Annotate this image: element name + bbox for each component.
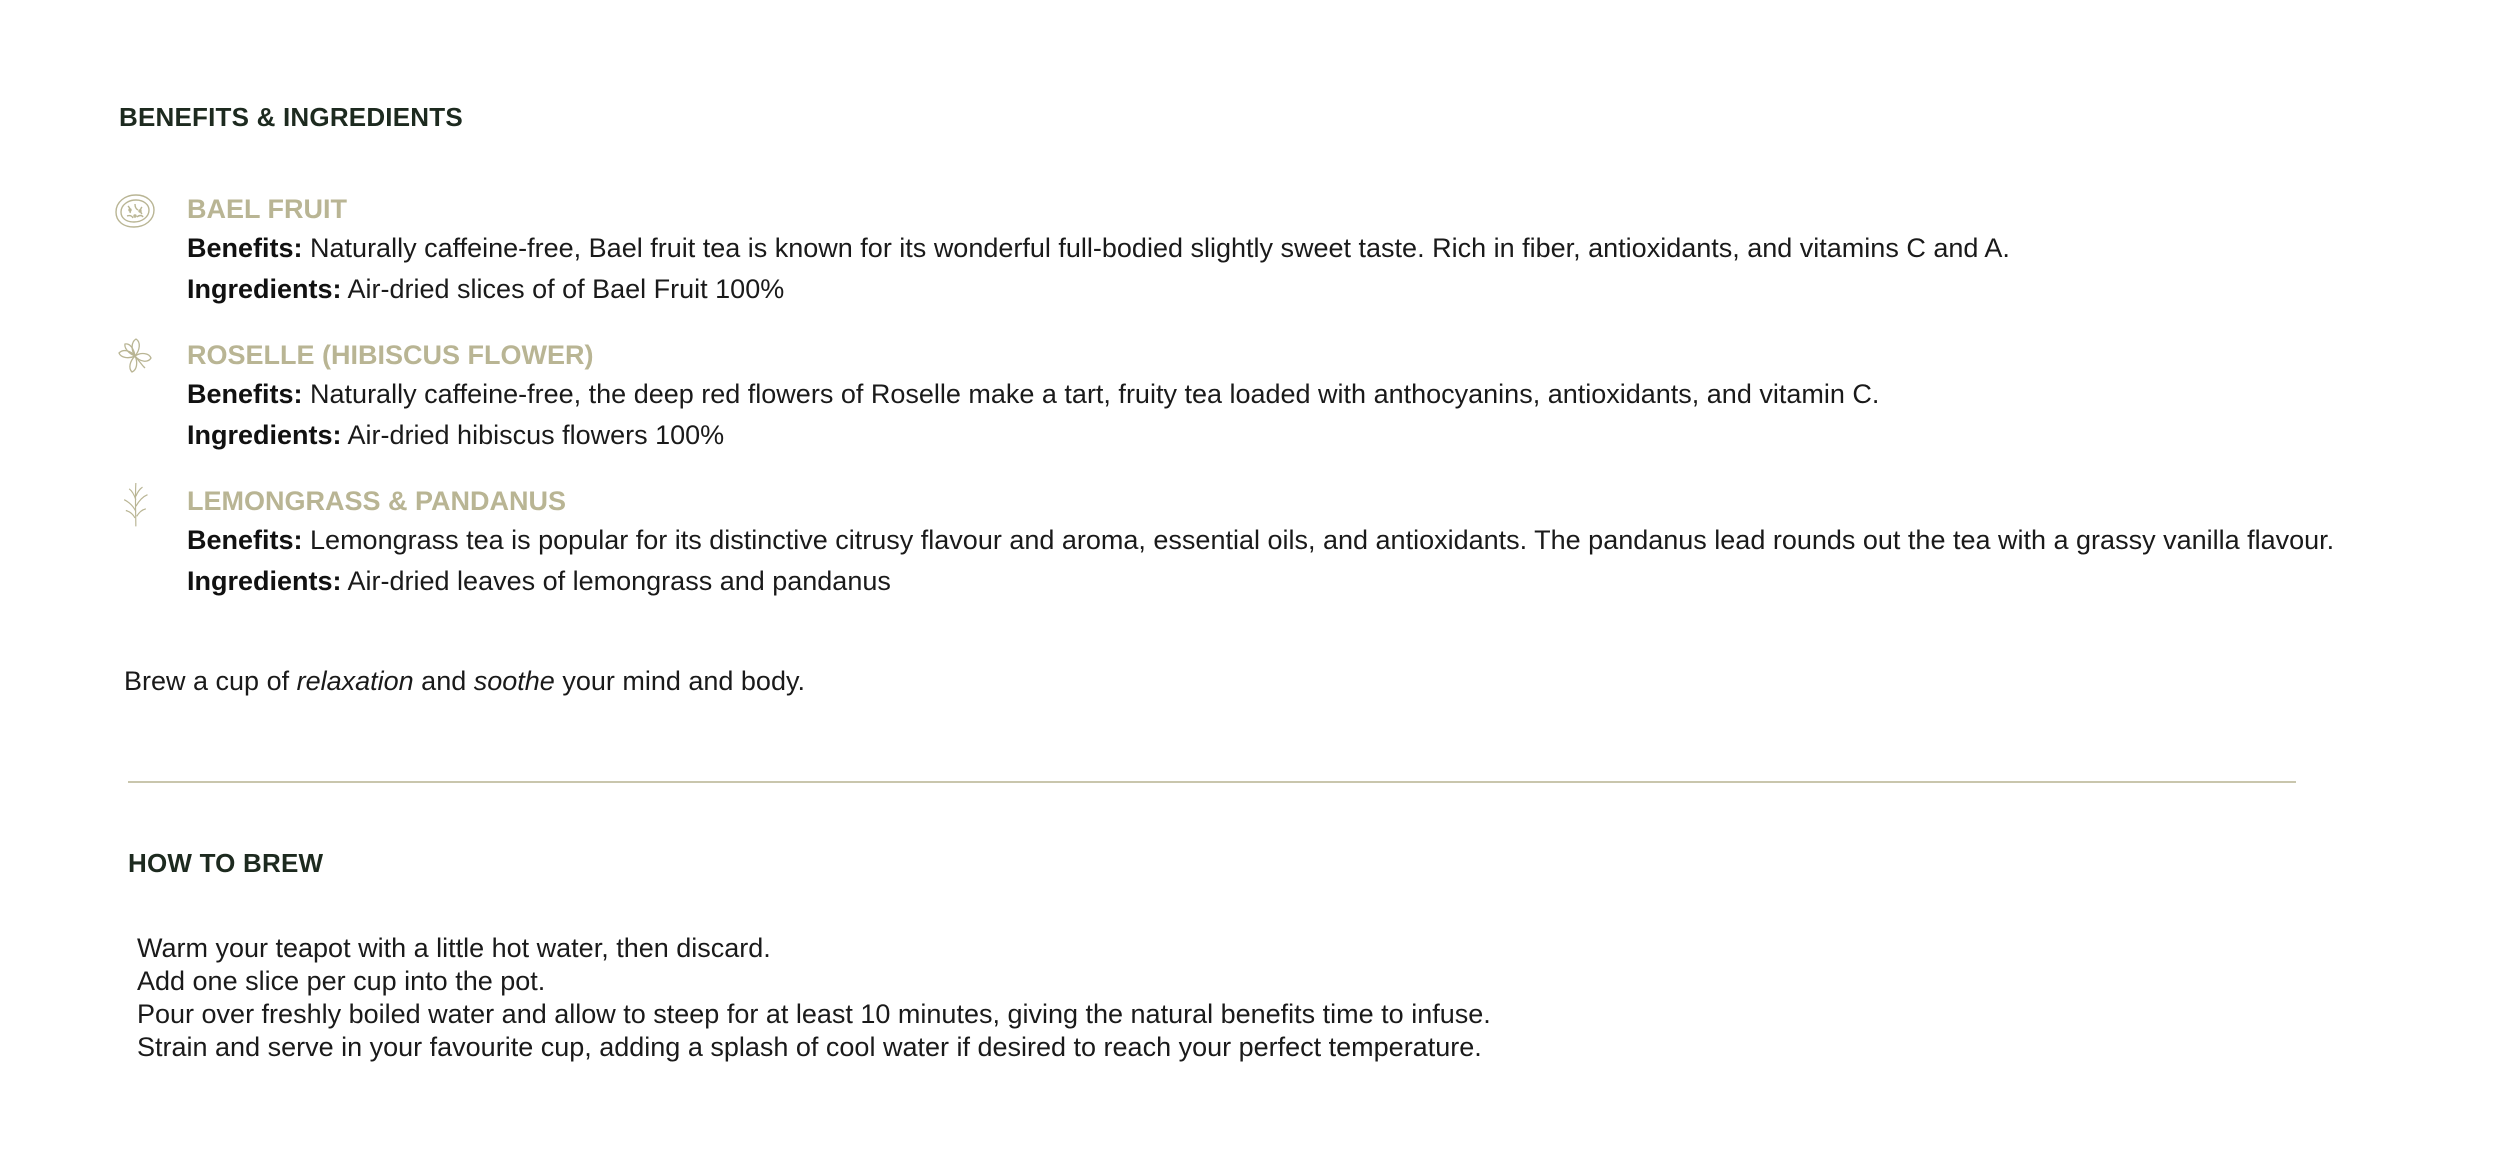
ingredients-text: Air-dried leaves of lemongrass and pandanus — [347, 566, 891, 596]
ingredients-label: Ingredients: — [187, 420, 342, 450]
how-to-brew-heading: HOW TO BREW — [128, 848, 324, 878]
ingredients-label: Ingredients: — [187, 274, 342, 304]
bael-fruit-icon — [110, 186, 160, 236]
ingredient-name: BAEL FRUIT — [187, 194, 347, 224]
benefits-text: Lemongrass tea is popular for its distinctive citrusy flavour and aroma, essential oils, and antioxidants. The pandanus lead rounds out the tea with a grassy vanilla flavour. — [310, 525, 2335, 555]
ingredients-label: Ingredients: — [187, 566, 342, 596]
section-divider — [128, 781, 2296, 783]
ingredients-line — [187, 269, 2010, 310]
benefits-label: Benefits: — [187, 379, 303, 409]
ingredients-line — [187, 415, 1879, 456]
tagline-emphasis-soothe: soothe — [473, 666, 555, 696]
tagline-text: your mind and body. — [554, 666, 805, 696]
benefits-line — [187, 374, 1879, 415]
brew-step: Add one slice per cup into the pot. — [137, 966, 546, 996]
ingredients-text: Air-dried slices of of Bael Fruit 100% — [347, 274, 785, 304]
ingredients-text: Air-dried hibiscus flowers 100% — [347, 420, 725, 450]
lemongrass-icon — [110, 478, 160, 528]
tagline-text: Brew a cup of — [124, 666, 297, 696]
ingredients-line — [187, 561, 2334, 602]
tagline-emphasis-relaxation: relaxation — [296, 666, 414, 696]
ingredient-name: LEMONGRASS & PANDANUS — [187, 486, 567, 516]
benefits-line — [187, 520, 2334, 561]
benefits-ingredients-heading: BENEFITS & INGREDIENTS — [119, 102, 463, 132]
brew-step: Strain and serve in your favourite cup, adding a splash of cool water if desired to reach your perfect temperature. — [137, 1032, 1482, 1062]
tagline — [124, 662, 805, 700]
benefits-line — [187, 228, 2010, 269]
tagline-text: and — [413, 666, 474, 696]
hibiscus-flower-icon — [110, 332, 160, 382]
brew-step: Warm your teapot with a little hot water, then discard. — [137, 933, 771, 963]
benefits-label: Benefits: — [187, 525, 303, 555]
brew-step: Pour over freshly boiled water and allow to steep for at least 10 minutes, giving the natural benefits time to infuse. — [137, 999, 1491, 1029]
benefits-text: Naturally caffeine-free, Bael fruit tea is known for its wonderful full-bodied slightly sweet taste. Rich in fiber, antioxidants, and vitamins C and A. — [310, 233, 2010, 263]
benefits-text: Naturally caffeine-free, the deep red flowers of Roselle make a tart, fruity tea loaded with anthocyanins, antioxidants, and vitamin C. — [310, 379, 1880, 409]
brew-steps-list — [137, 932, 1491, 1064]
benefits-label: Benefits: — [187, 233, 303, 263]
ingredient-name: ROSELLE (HIBISCUS FLOWER) — [187, 340, 594, 370]
